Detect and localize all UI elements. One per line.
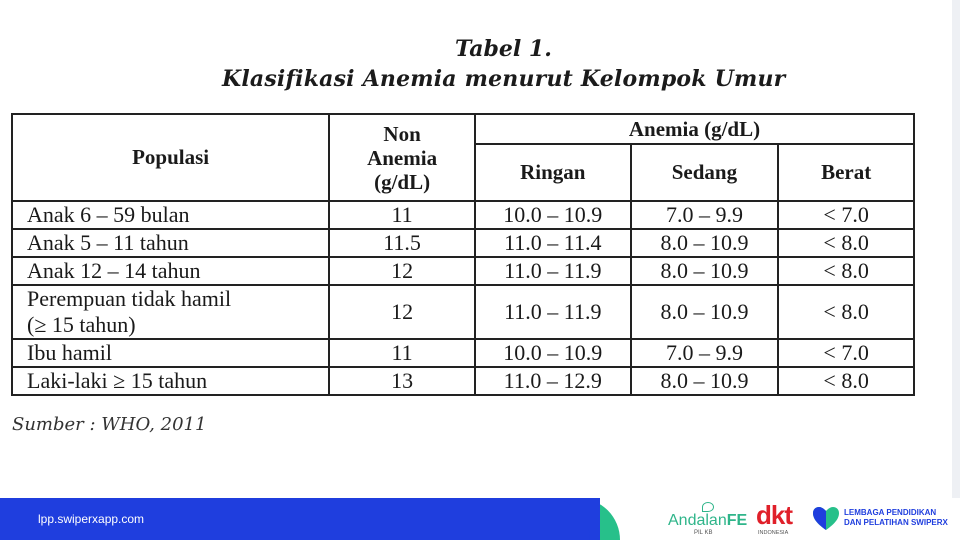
- dkt-logo-sub: INDONESIA: [758, 530, 789, 536]
- cell-populasi: Anak 5 – 11 tahun: [12, 229, 329, 257]
- cell-ringan: 10.0 – 10.9: [475, 339, 631, 367]
- cell-ringan: 10.0 – 10.9: [475, 201, 631, 229]
- table-row: [12, 229, 914, 257]
- lembaga-line1: LEMBAGA PENDIDIKAN: [844, 508, 937, 517]
- cell-populasi: Anak 6 – 59 bulan: [12, 201, 329, 229]
- cell-populasi: Laki-laki ≥ 15 tahun: [12, 367, 329, 395]
- header-non-anemia-line3: (g/dL): [374, 169, 431, 194]
- header-row-1: [12, 114, 914, 144]
- slide-edge-strip: [952, 0, 960, 498]
- cell-berat: < 8.0: [778, 257, 914, 285]
- dkt-logo-text: dkt: [756, 500, 792, 530]
- header-non-anemia: [329, 114, 475, 201]
- cell-populasi: Anak 12 – 14 tahun: [12, 257, 329, 285]
- header-non-anemia-line1: Non: [383, 121, 421, 146]
- cell-non-anemia: 13: [329, 367, 475, 395]
- heart-shield-icon: [812, 506, 840, 532]
- cell-non-anemia: 12: [329, 257, 475, 285]
- header-anemia: Anemia (g/dL): [475, 114, 914, 144]
- table-number-title: Tabel 1.: [455, 36, 552, 62]
- andalan-logo-text: [668, 512, 747, 530]
- cell-populasi-line2: (≥ 15 tahun): [27, 312, 136, 337]
- table-row: [12, 367, 914, 395]
- cell-non-anemia: 11: [329, 201, 475, 229]
- cell-non-anemia: 11: [329, 339, 475, 367]
- andalan-logo-name: Andalan: [668, 512, 727, 529]
- header-berat: Berat: [778, 144, 914, 201]
- leaf-icon: [702, 502, 714, 512]
- lembaga-logo: [810, 504, 960, 536]
- cell-sedang: 8.0 – 10.9: [631, 285, 779, 339]
- cell-berat: < 7.0: [778, 201, 914, 229]
- cell-non-anemia: 11.5: [329, 229, 475, 257]
- table-row: [12, 257, 914, 285]
- lembaga-logo-text: [844, 508, 948, 528]
- cell-berat: < 8.0: [778, 229, 914, 257]
- cell-sedang: 7.0 – 9.9: [631, 201, 779, 229]
- cell-ringan: 11.0 – 11.9: [475, 257, 631, 285]
- footer-url-link[interactable]: lpp.swiperxapp.com: [38, 512, 145, 526]
- anemia-classification-table: [11, 113, 915, 396]
- cell-populasi-line1: Perempuan tidak hamil: [27, 286, 232, 311]
- header-populasi: Populasi: [12, 114, 329, 201]
- table-row: [12, 339, 914, 367]
- cell-ringan: 11.0 – 11.9: [475, 285, 631, 339]
- dkt-logo: [756, 500, 798, 540]
- andalan-logo-suffix: FE: [726, 512, 748, 529]
- cell-sedang: 8.0 – 10.9: [631, 367, 779, 395]
- cell-populasi: [12, 285, 329, 339]
- table-row: [12, 285, 914, 339]
- cell-sedang: 8.0 – 10.9: [631, 257, 779, 285]
- cell-berat: < 8.0: [778, 367, 914, 395]
- header-ringan: Ringan: [475, 144, 631, 201]
- lembaga-line2: DAN PELATIHAN SWIPERX: [844, 518, 948, 527]
- cell-sedang: 8.0 – 10.9: [631, 229, 779, 257]
- cell-sedang: 7.0 – 9.9: [631, 339, 779, 367]
- table-row: [12, 201, 914, 229]
- cell-non-anemia: 12: [329, 285, 475, 339]
- header-sedang: Sedang: [631, 144, 779, 201]
- andalan-logo-sub: PIL KB: [694, 530, 713, 536]
- cell-berat: < 7.0: [778, 339, 914, 367]
- andalan-logo: [668, 500, 754, 540]
- cell-ringan: 11.0 – 12.9: [475, 367, 631, 395]
- cell-populasi: Ibu hamil: [12, 339, 329, 367]
- header-non-anemia-line2: Anemia: [367, 145, 438, 170]
- table-caption-title: Klasifikasi Anemia menurut Kelompok Umur: [222, 66, 786, 92]
- table-source: Sumber : WHO, 2011: [12, 414, 207, 435]
- cell-ringan: 11.0 – 11.4: [475, 229, 631, 257]
- cell-berat: < 8.0: [778, 285, 914, 339]
